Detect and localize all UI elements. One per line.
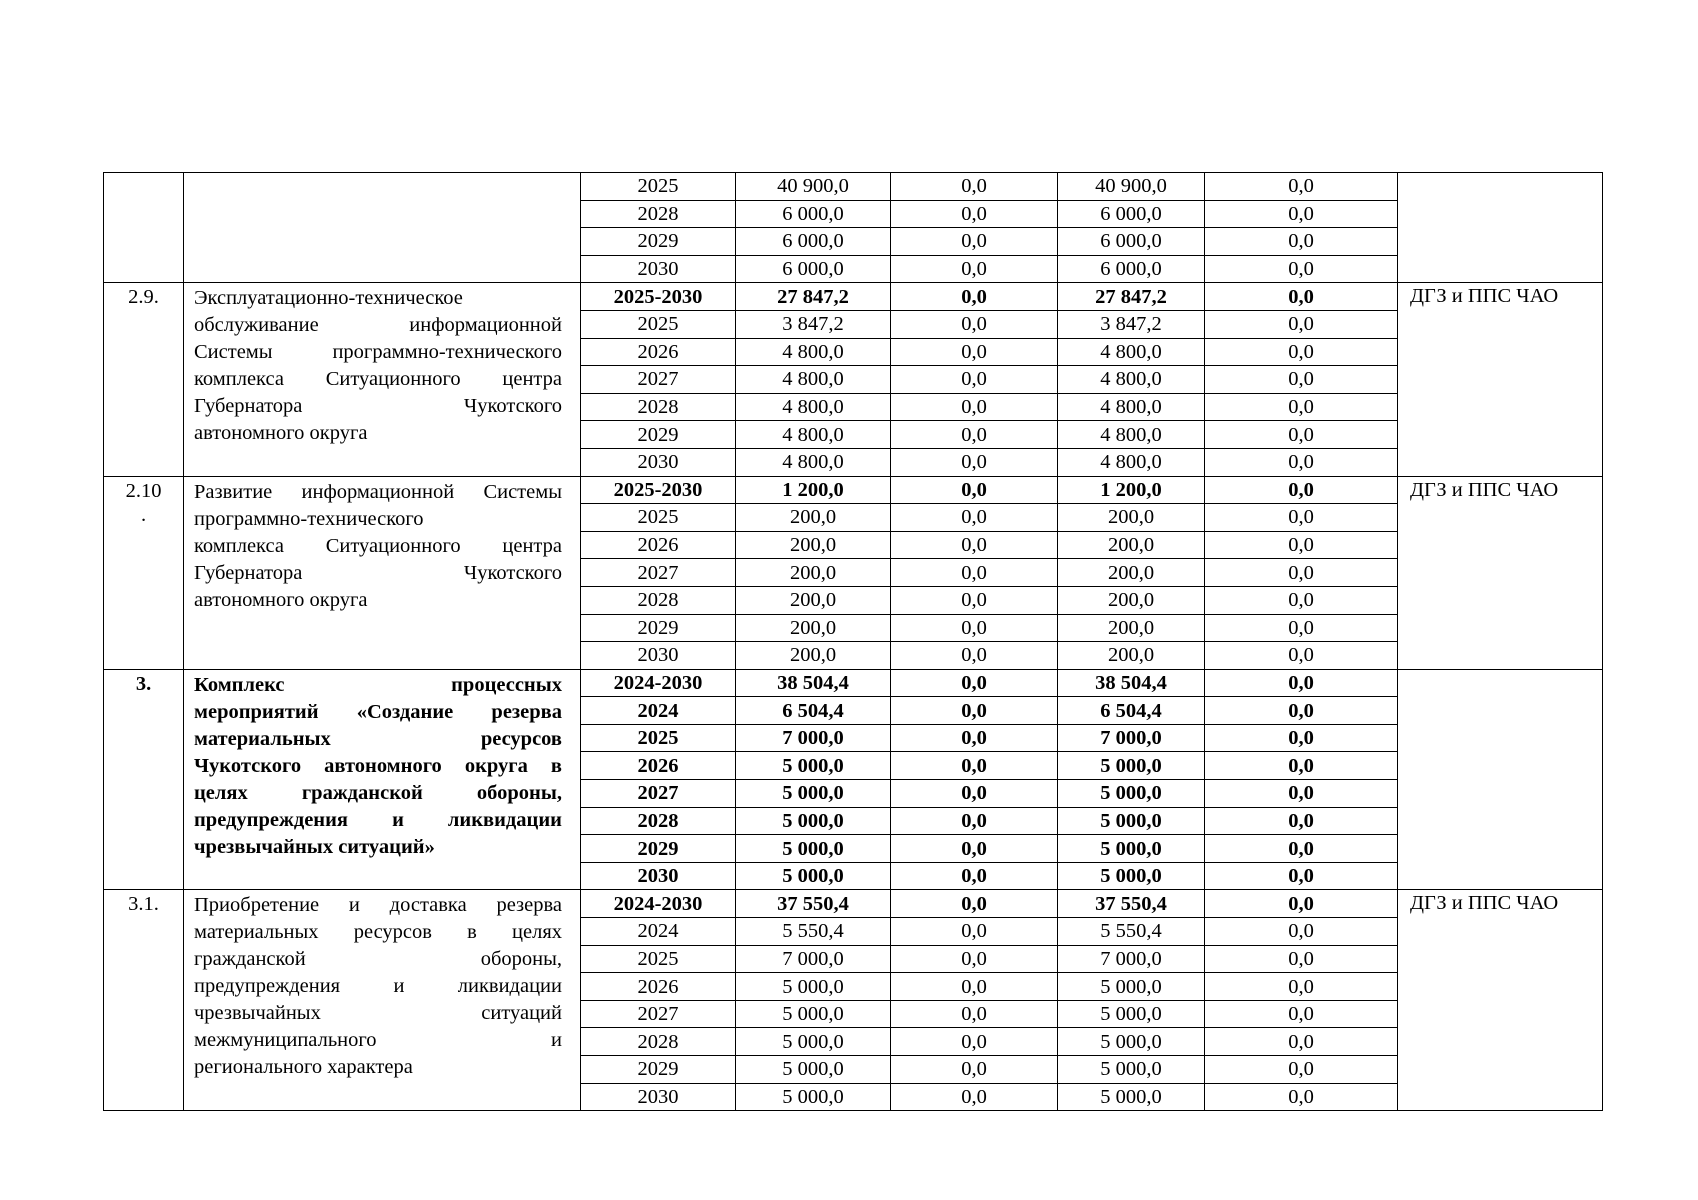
federal-cell: 0,0 <box>891 614 1058 642</box>
item-name-line: Губернатора Чукотского <box>194 395 562 418</box>
period-cell: 2024-2030 <box>581 669 736 697</box>
other-cell: 0,0 <box>1205 200 1398 228</box>
item-name-line: чрезвычайных ситуаций» <box>194 835 435 858</box>
item-name-line: гражданской обороны, <box>194 948 562 971</box>
federal-cell: 0,0 <box>891 945 1058 973</box>
other-cell: 0,0 <box>1205 890 1398 918</box>
item-name-line: Чукотского автономного округа в <box>194 754 562 777</box>
executor-cell: ДГЗ и ППС ЧАО <box>1398 890 1603 1111</box>
table-row <box>104 173 1603 201</box>
other-cell: 0,0 <box>1205 421 1398 449</box>
federal-cell: 0,0 <box>891 890 1058 918</box>
period-cell: 2025-2030 <box>581 283 736 311</box>
item-number: 3. <box>104 669 184 890</box>
item-name <box>184 669 581 890</box>
item-name-line: автономного округа <box>194 588 368 611</box>
federal-cell: 0,0 <box>891 1028 1058 1056</box>
federal-cell: 0,0 <box>891 1056 1058 1084</box>
other-cell: 0,0 <box>1205 1056 1398 1084</box>
total-cell: 200,0 <box>736 504 891 532</box>
period-cell: 2025 <box>581 310 736 338</box>
federal-cell: 0,0 <box>891 559 1058 587</box>
item-name-line: Губернатора Чукотского <box>194 561 562 584</box>
federal-cell: 0,0 <box>891 780 1058 808</box>
other-cell: 0,0 <box>1205 173 1398 201</box>
federal-cell: 0,0 <box>891 1000 1058 1028</box>
item-name <box>184 890 581 1111</box>
regional-cell: 5 550,4 <box>1058 918 1205 946</box>
other-cell: 0,0 <box>1205 393 1398 421</box>
regional-cell: 200,0 <box>1058 614 1205 642</box>
federal-cell: 0,0 <box>891 338 1058 366</box>
table-row <box>104 476 1603 504</box>
table-row <box>104 890 1603 918</box>
federal-cell: 0,0 <box>891 200 1058 228</box>
executor-cell: ДГЗ и ППС ЧАО <box>1398 283 1603 476</box>
period-cell: 2024 <box>581 697 736 725</box>
total-cell: 3 847,2 <box>736 310 891 338</box>
period-cell: 2029 <box>581 835 736 863</box>
regional-cell: 5 000,0 <box>1058 973 1205 1001</box>
other-cell: 0,0 <box>1205 945 1398 973</box>
other-cell: 0,0 <box>1205 614 1398 642</box>
other-cell: 0,0 <box>1205 504 1398 532</box>
regional-cell: 3 847,2 <box>1058 310 1205 338</box>
other-cell: 0,0 <box>1205 807 1398 835</box>
other-cell: 0,0 <box>1205 752 1398 780</box>
total-cell: 6 000,0 <box>736 228 891 256</box>
regional-cell: 7 000,0 <box>1058 945 1205 973</box>
item-name-line: целях гражданской обороны, <box>194 781 562 804</box>
regional-cell: 4 800,0 <box>1058 393 1205 421</box>
total-cell: 5 000,0 <box>736 807 891 835</box>
item-name-line: материальных ресурсов <box>194 727 562 750</box>
regional-cell: 38 504,4 <box>1058 669 1205 697</box>
total-cell: 6 000,0 <box>736 255 891 283</box>
period-cell: 2025 <box>581 173 736 201</box>
other-cell: 0,0 <box>1205 228 1398 256</box>
other-cell: 0,0 <box>1205 283 1398 311</box>
regional-cell: 5 000,0 <box>1058 862 1205 890</box>
other-cell: 0,0 <box>1205 476 1398 504</box>
table-body <box>104 173 1603 1111</box>
federal-cell: 0,0 <box>891 918 1058 946</box>
other-cell: 0,0 <box>1205 338 1398 366</box>
regional-cell: 1 200,0 <box>1058 476 1205 504</box>
total-cell: 5 000,0 <box>736 835 891 863</box>
other-cell: 0,0 <box>1205 1000 1398 1028</box>
period-cell: 2025-2030 <box>581 476 736 504</box>
item-name-line: Приобретение и доставка резерва <box>194 894 562 917</box>
period-cell: 2026 <box>581 338 736 366</box>
other-cell: 0,0 <box>1205 973 1398 1001</box>
regional-cell: 200,0 <box>1058 559 1205 587</box>
item-name-line: Системы программно-технического <box>194 341 562 364</box>
period-cell: 2027 <box>581 780 736 808</box>
period-cell: 2024-2030 <box>581 890 736 918</box>
regional-cell: 7 000,0 <box>1058 724 1205 752</box>
regional-cell: 200,0 <box>1058 642 1205 670</box>
other-cell: 0,0 <box>1205 697 1398 725</box>
other-cell: 0,0 <box>1205 1083 1398 1111</box>
regional-cell: 5 000,0 <box>1058 807 1205 835</box>
item-name <box>184 476 581 669</box>
other-cell: 0,0 <box>1205 1028 1398 1056</box>
federal-cell: 0,0 <box>891 366 1058 394</box>
federal-cell: 0,0 <box>891 642 1058 670</box>
item-name <box>184 173 581 283</box>
total-cell: 5 000,0 <box>736 862 891 890</box>
federal-cell: 0,0 <box>891 173 1058 201</box>
funding-table <box>103 172 1603 1111</box>
total-cell: 5 550,4 <box>736 918 891 946</box>
period-cell: 2028 <box>581 1028 736 1056</box>
item-name-line: предупреждения и ликвидации <box>194 975 562 998</box>
regional-cell: 37 550,4 <box>1058 890 1205 918</box>
item-name-line: Эксплуатационно-техническое <box>194 287 463 310</box>
regional-cell: 4 800,0 <box>1058 338 1205 366</box>
regional-cell: 200,0 <box>1058 504 1205 532</box>
period-cell: 2029 <box>581 614 736 642</box>
total-cell: 1 200,0 <box>736 476 891 504</box>
item-name-line: программно-технического <box>194 507 424 530</box>
regional-cell: 4 800,0 <box>1058 448 1205 476</box>
regional-cell: 6 000,0 <box>1058 228 1205 256</box>
period-cell: 2025 <box>581 504 736 532</box>
total-cell: 38 504,4 <box>736 669 891 697</box>
federal-cell: 0,0 <box>891 393 1058 421</box>
period-cell: 2024 <box>581 918 736 946</box>
total-cell: 200,0 <box>736 531 891 559</box>
other-cell: 0,0 <box>1205 448 1398 476</box>
federal-cell: 0,0 <box>891 421 1058 449</box>
item-number: 3.1. <box>104 890 184 1111</box>
regional-cell: 200,0 <box>1058 586 1205 614</box>
total-cell: 6 504,4 <box>736 697 891 725</box>
federal-cell: 0,0 <box>891 697 1058 725</box>
period-cell: 2027 <box>581 1000 736 1028</box>
federal-cell: 0,0 <box>891 835 1058 863</box>
regional-cell: 5 000,0 <box>1058 1056 1205 1084</box>
federal-cell: 0,0 <box>891 973 1058 1001</box>
federal-cell: 0,0 <box>891 724 1058 752</box>
item-number: 2.10 . <box>104 476 184 669</box>
period-cell: 2025 <box>581 945 736 973</box>
item-name-line: регионального характера <box>194 1056 413 1079</box>
total-cell: 37 550,4 <box>736 890 891 918</box>
total-cell: 5 000,0 <box>736 1056 891 1084</box>
item-name-line: материальных ресурсов в целях <box>194 921 562 944</box>
period-cell: 2029 <box>581 228 736 256</box>
federal-cell: 0,0 <box>891 476 1058 504</box>
executor-cell: ДГЗ и ППС ЧАО <box>1398 476 1603 669</box>
federal-cell: 0,0 <box>891 283 1058 311</box>
regional-cell: 5 000,0 <box>1058 1028 1205 1056</box>
total-cell: 40 900,0 <box>736 173 891 201</box>
regional-cell: 4 800,0 <box>1058 421 1205 449</box>
period-cell: 2030 <box>581 448 736 476</box>
other-cell: 0,0 <box>1205 586 1398 614</box>
item-name-line: межмуниципального и <box>194 1029 562 1052</box>
federal-cell: 0,0 <box>891 504 1058 532</box>
total-cell: 5 000,0 <box>736 780 891 808</box>
federal-cell: 0,0 <box>891 310 1058 338</box>
regional-cell: 5 000,0 <box>1058 835 1205 863</box>
other-cell: 0,0 <box>1205 531 1398 559</box>
table-row <box>104 283 1603 311</box>
federal-cell: 0,0 <box>891 807 1058 835</box>
regional-cell: 6 000,0 <box>1058 255 1205 283</box>
total-cell: 7 000,0 <box>736 724 891 752</box>
federal-cell: 0,0 <box>891 586 1058 614</box>
total-cell: 200,0 <box>736 614 891 642</box>
item-name-line: обслуживание информационной <box>194 314 562 337</box>
executor-cell <box>1398 669 1603 890</box>
period-cell: 2028 <box>581 807 736 835</box>
period-cell: 2027 <box>581 559 736 587</box>
period-cell: 2028 <box>581 586 736 614</box>
total-cell: 200,0 <box>736 586 891 614</box>
other-cell: 0,0 <box>1205 669 1398 697</box>
total-cell: 5 000,0 <box>736 1083 891 1111</box>
other-cell: 0,0 <box>1205 724 1398 752</box>
regional-cell: 5 000,0 <box>1058 780 1205 808</box>
item-name-line: комплекса Ситуационного центра <box>194 534 562 557</box>
period-cell: 2027 <box>581 366 736 394</box>
period-cell: 2026 <box>581 531 736 559</box>
other-cell: 0,0 <box>1205 310 1398 338</box>
period-cell: 2028 <box>581 393 736 421</box>
table-row <box>104 669 1603 697</box>
other-cell: 0,0 <box>1205 780 1398 808</box>
regional-cell: 4 800,0 <box>1058 366 1205 394</box>
period-cell: 2030 <box>581 862 736 890</box>
regional-cell: 6 504,4 <box>1058 697 1205 725</box>
period-cell: 2030 <box>581 1083 736 1111</box>
regional-cell: 200,0 <box>1058 531 1205 559</box>
regional-cell: 6 000,0 <box>1058 200 1205 228</box>
total-cell: 4 800,0 <box>736 448 891 476</box>
period-cell: 2030 <box>581 642 736 670</box>
period-cell: 2028 <box>581 200 736 228</box>
item-name-line: Развитие информационной Системы <box>194 480 562 503</box>
total-cell: 5 000,0 <box>736 1000 891 1028</box>
period-cell: 2029 <box>581 1056 736 1084</box>
item-name-line: комплекса Ситуационного центра <box>194 368 562 391</box>
total-cell: 27 847,2 <box>736 283 891 311</box>
period-cell: 2030 <box>581 255 736 283</box>
federal-cell: 0,0 <box>891 752 1058 780</box>
regional-cell: 40 900,0 <box>1058 173 1205 201</box>
item-number <box>104 173 184 283</box>
total-cell: 200,0 <box>736 642 891 670</box>
other-cell: 0,0 <box>1205 918 1398 946</box>
other-cell: 0,0 <box>1205 559 1398 587</box>
period-cell: 2029 <box>581 421 736 449</box>
federal-cell: 0,0 <box>891 1083 1058 1111</box>
executor-cell <box>1398 173 1603 283</box>
period-cell: 2025 <box>581 724 736 752</box>
item-name-line: мероприятий «Создание резерва <box>194 700 562 723</box>
item-number: 2.9. <box>104 283 184 476</box>
federal-cell: 0,0 <box>891 228 1058 256</box>
period-cell: 2026 <box>581 973 736 1001</box>
federal-cell: 0,0 <box>891 669 1058 697</box>
total-cell: 7 000,0 <box>736 945 891 973</box>
federal-cell: 0,0 <box>891 531 1058 559</box>
regional-cell: 5 000,0 <box>1058 752 1205 780</box>
item-name-line: Комплекс процессных <box>194 673 562 696</box>
total-cell: 5 000,0 <box>736 752 891 780</box>
item-name-line: автономного округа <box>194 422 368 445</box>
federal-cell: 0,0 <box>891 862 1058 890</box>
regional-cell: 5 000,0 <box>1058 1000 1205 1028</box>
other-cell: 0,0 <box>1205 642 1398 670</box>
total-cell: 6 000,0 <box>736 200 891 228</box>
other-cell: 0,0 <box>1205 255 1398 283</box>
total-cell: 200,0 <box>736 559 891 587</box>
other-cell: 0,0 <box>1205 366 1398 394</box>
federal-cell: 0,0 <box>891 448 1058 476</box>
item-name-line: предупреждения и ликвидации <box>194 808 562 831</box>
total-cell: 4 800,0 <box>736 393 891 421</box>
total-cell: 5 000,0 <box>736 1028 891 1056</box>
other-cell: 0,0 <box>1205 835 1398 863</box>
regional-cell: 27 847,2 <box>1058 283 1205 311</box>
other-cell: 0,0 <box>1205 862 1398 890</box>
total-cell: 4 800,0 <box>736 421 891 449</box>
item-name <box>184 283 581 476</box>
period-cell: 2026 <box>581 752 736 780</box>
total-cell: 4 800,0 <box>736 366 891 394</box>
total-cell: 4 800,0 <box>736 338 891 366</box>
item-name-line: чрезвычайных ситуаций <box>194 1002 562 1025</box>
total-cell: 5 000,0 <box>736 973 891 1001</box>
regional-cell: 5 000,0 <box>1058 1083 1205 1111</box>
federal-cell: 0,0 <box>891 255 1058 283</box>
